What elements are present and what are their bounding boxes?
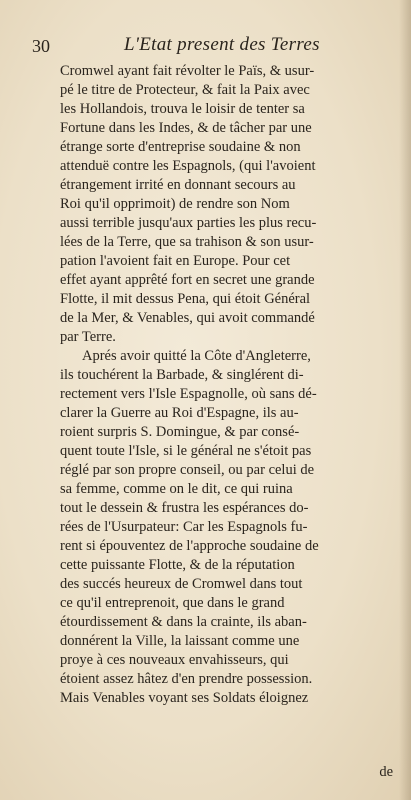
text-line: clarer la Guerre au Roi d'Espagne, ils au-	[60, 405, 299, 421]
body-text	[60, 62, 390, 708]
page-header	[32, 34, 392, 60]
text-line: de la Mer, & Venables, qui avoit commandé	[60, 310, 315, 326]
text-line: rées de l'Usurpateur: Car les Espagnols fu-	[60, 519, 308, 535]
text-line: attenduë contre les Espagnols, (qui l'avoient	[60, 158, 316, 174]
page-number: 30	[32, 36, 50, 56]
text-line: étoient assez hâtez d'en prendre possession.	[60, 671, 313, 687]
text-line: Roi qu'il opprimoit) de rendre son Nom	[60, 196, 290, 212]
text-line: ce qu'il entreprenoit, que dans le grand	[60, 595, 285, 611]
text-line: étourdissement & dans la crainte, ils aban-	[60, 614, 307, 630]
text-line: des succés heureux de Cromwel dans tout	[60, 576, 303, 592]
text-line: les Hollandois, trouva le loisir de tenter sa	[60, 101, 305, 117]
text-line: donnérent la Ville, la laissant comme une	[60, 633, 300, 649]
text-line: étrange sorte d'entreprise soudaine & non	[60, 139, 301, 155]
text-line: Flotte, il mit dessus Pena, qui étoit Général	[60, 291, 311, 307]
text-line: par Terre.	[60, 329, 116, 345]
text-line: réglé par son propre conseil, ou par celui de	[60, 462, 315, 478]
running-title: L'Etat present des Terres	[124, 34, 320, 55]
text-line: pation l'avoient fait en Europe. Pour cet	[60, 253, 291, 269]
text-line: ils touchérent la Barbade, & singlérent di-	[60, 367, 304, 383]
paragraph-start-line: Aprés avoir quitté la Côte d'Angleterre,	[82, 348, 311, 364]
text-line: effet ayant apprêté fort en secret une grande	[60, 272, 315, 288]
text-line: rectement vers l'Isle Espagnolle, où sans dé-	[60, 386, 317, 402]
text-line: proye à ces nouveaux envahisseurs, qui	[60, 652, 289, 668]
text-line: quent toute l'Isle, si le général ne s'étoit pas	[60, 443, 312, 459]
text-line: aussi terrible jusqu'aux parties les plus recu-	[60, 215, 317, 231]
text-line: Mais Venables voyant ses Soldats éloignez	[60, 690, 309, 706]
text-line: pé le titre de Protecteur, & fait la Paix avec	[60, 82, 310, 98]
text-line: étrangement irrité en donnant secours au	[60, 177, 296, 193]
text-line: roient surpris S. Domingue, & par consé-	[60, 424, 300, 440]
text-line: tout le dessein & frustra les espérances do-	[60, 500, 309, 516]
text-line: Fortune dans les Indes, & de tâcher par une	[60, 120, 312, 136]
text-line: Cromwel ayant fait révolter le Païs, & usur-	[60, 63, 315, 79]
catchword: de	[379, 764, 393, 780]
text-line: lées de la Terre, que sa trahison & son usur-	[60, 234, 314, 250]
text-line: rent si épouventez de l'approche soudaine de	[60, 538, 319, 554]
text-line: cette puissante Flotte, & de la réputation	[60, 557, 295, 573]
text-line: sa femme, comme on le dit, ce qui ruina	[60, 481, 293, 497]
page-edge-shadow	[399, 0, 411, 800]
